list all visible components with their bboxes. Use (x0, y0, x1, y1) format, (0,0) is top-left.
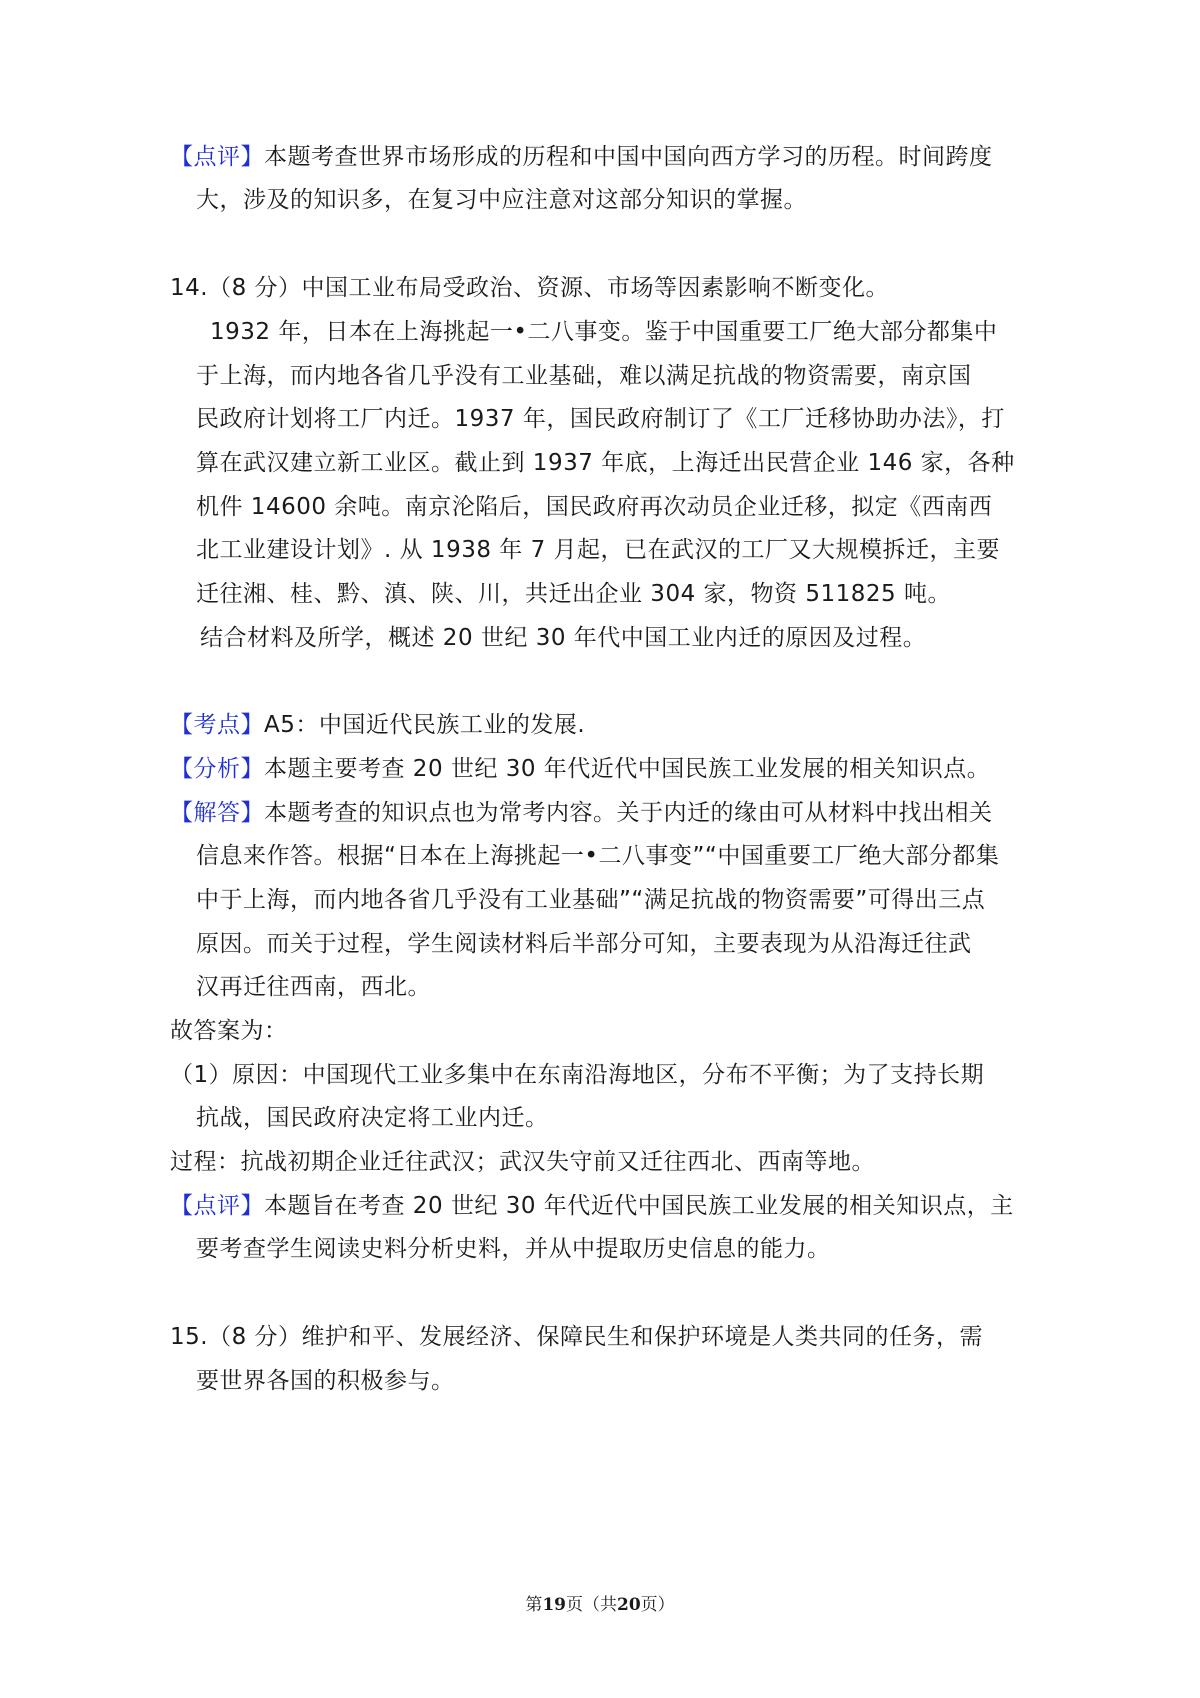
question-15-stem-2: 要世界各国的积极参与。 (196, 1368, 455, 1394)
material-line: 算在武汉建立新工业区。截止到 1937 年底，上海迁出民营企业 146 家，各种 (196, 450, 1015, 476)
fenxi-tag: 【分析】 (170, 756, 264, 782)
footer-page-number: 19 (542, 1595, 566, 1615)
dianping-line-1 (170, 1190, 1014, 1222)
material-line: 1932 年，日本在上海挑起一•二八事变。鉴于中国重要工厂绝大部分都集中 (210, 319, 998, 345)
material-line: 机件 14600 余吨。南京沦陷后，国民政府再次动员企业迁移，拟定《西南西 (196, 494, 993, 520)
kaodian-line (170, 709, 585, 741)
dianping-line-2: 要考查学生阅读史料分析史料，并从中提取历史信息的能力。 (196, 1236, 831, 1262)
jieda-line: 中于上海，而内地各省几乎没有工业基础”“满足抗战的物资需要”可得出三点 (196, 887, 986, 913)
answer-2-line: 过程：抗战初期企业迁往武汉；武汉失守前又迁往西北、西南等地。 (170, 1149, 875, 1175)
footer-suffix: 页） (640, 1595, 675, 1615)
footer-prefix: 第 (525, 1595, 543, 1615)
dianping-tag: 【点评】 (170, 1193, 264, 1219)
answer-1-line-1: （1）原因：中国现代工业多集中在东南沿海地区，分布不平衡；为了支持长期 (170, 1062, 985, 1088)
dianping-text: 本题旨在考查 20 世纪 30 年代近代中国民族工业发展的相关知识点，主 (264, 1193, 1014, 1219)
jieda-text: 本题考查的知识点也为常考内容。关于内迁的缘由可从材料中找出相关 (264, 800, 993, 826)
review-line-2: 大，涉及的知识多，在复习中应注意对这部分知识的掌握。 (196, 187, 807, 213)
page-footer (0, 1593, 1200, 1617)
material-line: 民政府计划将工厂内迁。1937 年，国民政府制订了《工厂迁移协助办法》，打 (196, 406, 1005, 432)
fenxi-text: 本题主要考查 20 世纪 30 年代近代中国民族工业发展的相关知识点。 (264, 756, 991, 782)
material-line: 于上海，而内地各省几乎没有工业基础，难以满足抗战的物资需要，南京国 (196, 363, 972, 389)
answer-1-line-2: 抗战，国民政府决定将工业内迁。 (196, 1105, 549, 1131)
footer-middle: 页（共 (566, 1595, 617, 1615)
footer-total-pages: 20 (617, 1595, 641, 1615)
question-14-stem: 14.（8 分）中国工业布局受政治、资源、市场等因素影响不断变化。 (170, 275, 890, 301)
jieda-line: 汉再迁往西南，西北。 (196, 974, 431, 1000)
review-text: 本题考查世界市场形成的历程和中国中国向西方学习的历程。时间跨度 (264, 144, 993, 170)
material-line: 迁往湘、桂、黔、滇、陕、川，共迁出企业 304 家，物资 511825 吨。 (196, 581, 951, 607)
question-15-stem-1: 15.（8 分）维护和平、发展经济、保障民生和保护环境是人类共同的任务，需 (170, 1324, 984, 1350)
jieda-line: 信息来作答。根据“日本在上海挑起一•二八事变”“中国重要工厂绝大部分都集 (196, 843, 1000, 869)
jieda-tag: 【解答】 (170, 800, 264, 826)
answer-label: 故答案为： (170, 1018, 288, 1044)
review-line-1 (170, 141, 993, 173)
jieda-line-1 (170, 797, 993, 829)
fenxi-line (170, 753, 990, 785)
question-14-prompt: 结合材料及所学，概述 20 世纪 30 年代中国工业内迁的原因及过程。 (200, 625, 927, 651)
jieda-line: 原因。而关于过程，学生阅读材料后半部分可知，主要表现为从沿海迁往武 (196, 931, 972, 957)
kaodian-tag: 【考点】 (170, 712, 264, 738)
review-tag: 【点评】 (170, 144, 264, 170)
kaodian-text: A5：中国近代民族工业的发展. (264, 712, 586, 738)
material-line: 北工业建设计划》. 从 1938 年 7 月起，已在武汉的工厂又大规模拆迁，主要 (196, 537, 1001, 563)
